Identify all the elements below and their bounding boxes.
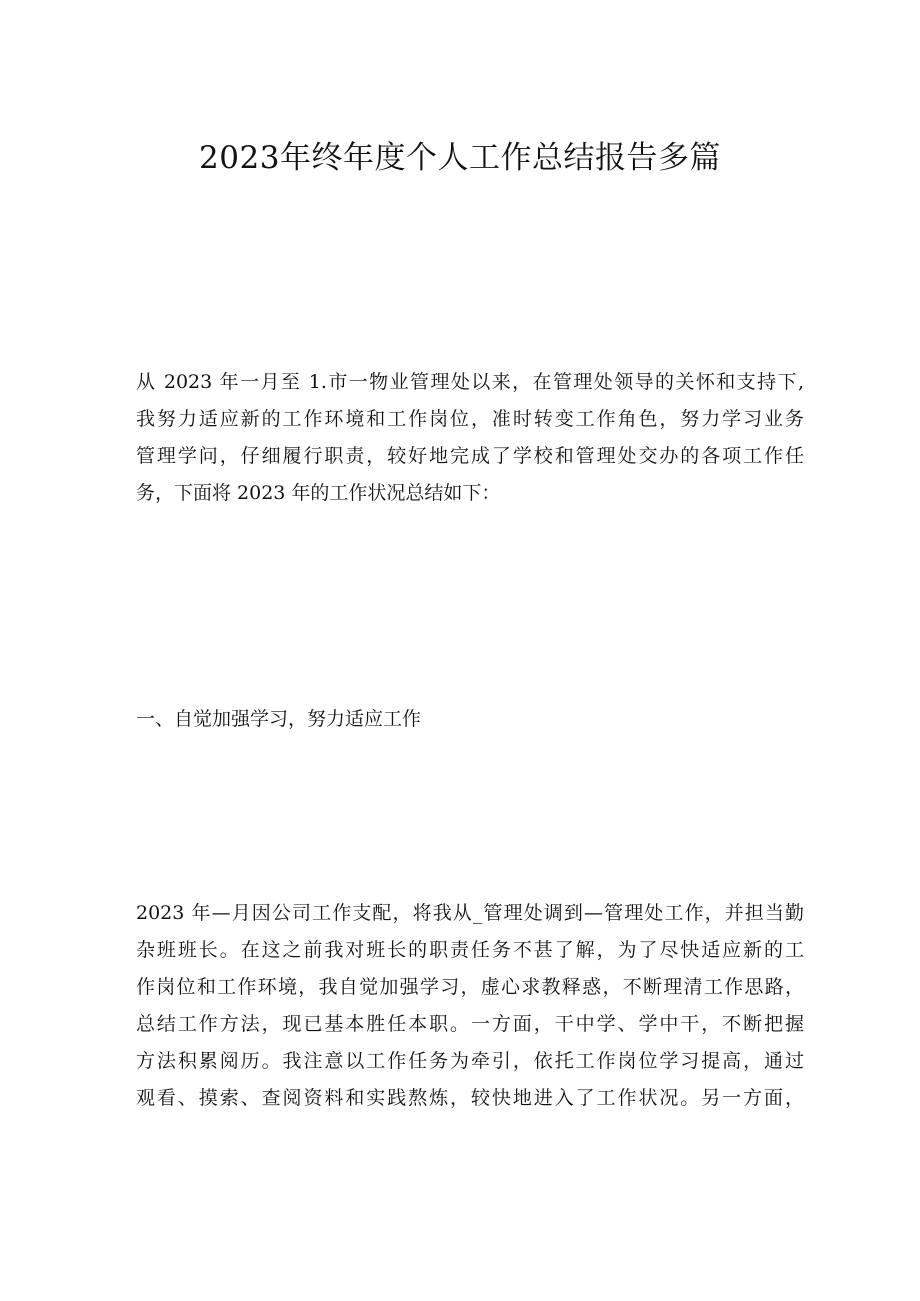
document-title: 2023年终年度个人工作总结报告多篇 <box>199 140 721 176</box>
section-heading-text: 一、自觉加强学习，努力适应工作 <box>136 708 422 730</box>
paragraph-line: 我努力适应新的工作环境和工作岗位，准时转变工作角色，努力学习业务 <box>136 408 804 430</box>
paragraph-line: 务，下面将 2023 年的工作状况总结如下： <box>136 482 501 504</box>
section-heading <box>136 701 804 738</box>
paragraph-line: 从 2023 年一月至 1.市一物业管理处以来，在管理处领导的关怀和支持下, <box>136 371 804 393</box>
paragraph-line: 总结工作方法，现已基本胜任本职。一方面，干中学、学中干，不断把握 <box>136 1013 804 1035</box>
paragraph-line: 杂班班长。在这之前我对班长的职责任务不甚了解，为了尽快适应新的工 <box>136 939 804 961</box>
paragraph-line: 观看、摸索、查阅资料和实践熬炼，较快地进入了工作状况。另一方面， <box>136 1087 804 1109</box>
paragraph-line: 作岗位和工作环境，我自觉加强学习，虚心求教释惑，不断理清工作思路， <box>136 976 804 998</box>
paragraph-line: 2023 年—月因公司工作支配，将我从_管理处调到—管理处工作，并担当勤 <box>136 902 804 924</box>
paragraph-line: 管理学问，仔细履行职责，较好地完成了学校和管理处交办的各项工作任 <box>136 445 804 467</box>
intro-paragraph <box>136 364 804 512</box>
paragraph-line: 方法积累阅历。我注意以工作任务为牵引，依托工作岗位学习提高，通过 <box>136 1050 804 1072</box>
section-paragraph <box>136 895 804 1117</box>
